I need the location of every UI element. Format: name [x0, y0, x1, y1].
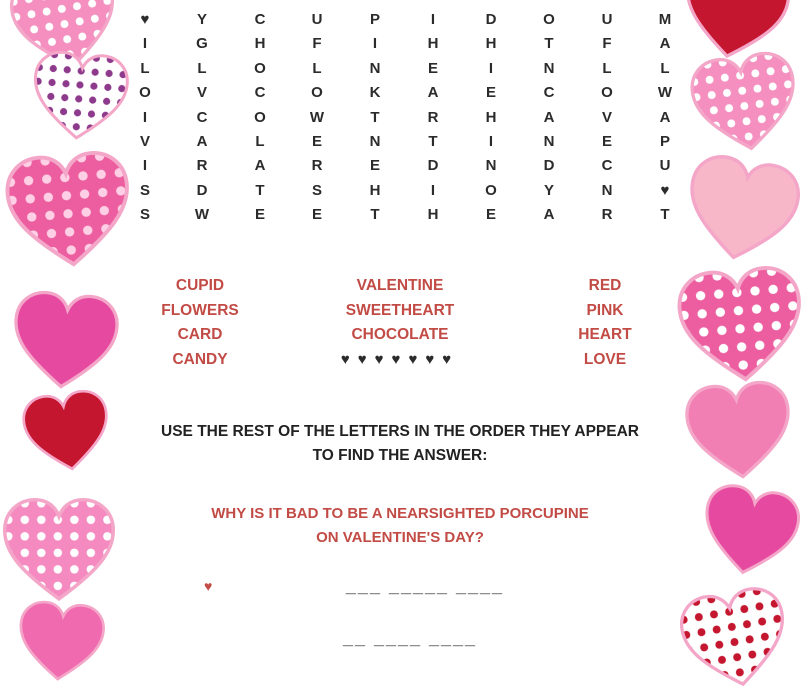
word-candy: CANDY — [172, 350, 228, 368]
grid-letter[interactable]: N — [369, 59, 381, 77]
grid-column — [302, 8, 332, 228]
grid-letter[interactable]: H — [369, 181, 381, 199]
grid-letter[interactable]: R — [427, 108, 439, 126]
grid-letter[interactable]: C — [196, 108, 208, 126]
instructions-line2: TO FIND THE ANSWER: — [312, 447, 488, 464]
grid-letter[interactable]: N — [543, 59, 555, 77]
grid-letter[interactable]: T — [370, 108, 380, 126]
grid-letter[interactable]: P — [369, 11, 380, 28]
word-red: RED — [588, 277, 622, 294]
grid-letter[interactable]: U — [311, 11, 323, 28]
grid-letter[interactable]: R — [311, 157, 323, 175]
grid-letter[interactable]: U — [601, 11, 613, 28]
grid-letter[interactable]: C — [601, 157, 613, 175]
riddle-line2: ON VALENTINE'S DAY? — [316, 529, 484, 546]
grid-letter[interactable]: F — [312, 35, 322, 53]
heart-divider: ♥♥♥♥♥♥♥ — [340, 350, 460, 368]
word-list-col2 — [330, 274, 470, 372]
grid-letter[interactable]: I — [430, 181, 436, 199]
grid-column — [650, 8, 680, 228]
grid-letter[interactable]: K — [369, 84, 381, 102]
grid-column — [130, 8, 160, 228]
light-pink-heart-icon — [676, 147, 809, 272]
grid-column — [418, 8, 448, 228]
grid-column — [245, 8, 275, 228]
grid-letter[interactable]: H — [485, 35, 497, 53]
grid-letter[interactable]: S — [139, 181, 150, 199]
grid-letter[interactable]: L — [660, 59, 670, 77]
grid-letter[interactable]: T — [660, 206, 670, 224]
grid-letter[interactable]: A — [427, 84, 439, 102]
grid-letter[interactable]: E — [427, 59, 438, 77]
instructions — [130, 420, 670, 468]
grid-letter[interactable]: W — [657, 84, 673, 102]
grid-letter[interactable]: I — [142, 157, 148, 175]
grid-letter[interactable]: T — [255, 181, 265, 199]
grid-letter[interactable]: N — [369, 132, 381, 150]
grid-letter[interactable]: H — [427, 206, 439, 224]
red-stitched-heart-icon — [17, 384, 118, 479]
grid-column — [360, 8, 390, 228]
word-search-grid — [112, 8, 692, 228]
grid-letter[interactable]: V — [601, 108, 612, 126]
grid-letter[interactable]: A — [543, 108, 555, 126]
grid-letter[interactable]: T — [428, 132, 438, 150]
grid-letter[interactable]: C — [254, 84, 266, 102]
grid-letter[interactable]: E — [254, 206, 265, 224]
grid-letter[interactable]: L — [197, 59, 207, 77]
grid-letter[interactable]: O — [254, 108, 266, 126]
grid-letter[interactable]: Y — [543, 181, 554, 199]
grid-letter[interactable]: E — [601, 132, 612, 150]
grid-letter[interactable]: O — [139, 84, 151, 102]
grid-letter[interactable]: N — [543, 132, 555, 150]
pink-dotted-heart-icon — [683, 45, 806, 161]
word-valentine: VALENTINE — [356, 277, 444, 294]
grid-letter[interactable]: V — [196, 84, 207, 102]
word-flowers: FLOWERS — [161, 301, 239, 319]
grid-letter[interactable]: L — [602, 59, 612, 77]
grid-letter[interactable]: I — [488, 132, 494, 150]
grid-letter[interactable]: H — [427, 35, 439, 53]
word-chocolate: CHOCOLATE — [351, 326, 449, 343]
grid-letter[interactable]: L — [255, 132, 265, 150]
grid-letter[interactable]: U — [659, 157, 671, 175]
grid-letter[interactable]: O — [311, 84, 323, 102]
grid-letter[interactable]: W — [309, 108, 325, 126]
grid-letter[interactable]: M — [658, 11, 672, 28]
grid-letter[interactable]: W — [194, 206, 210, 224]
grid-letter[interactable]: P — [659, 132, 670, 150]
grid-letter[interactable]: H — [485, 108, 497, 126]
purple-framed-heart-icon — [693, 477, 807, 585]
grid-letter[interactable]: T — [370, 206, 380, 224]
grid-column — [476, 8, 506, 228]
grid-letter[interactable]: L — [312, 59, 322, 77]
grid-column — [187, 8, 217, 228]
grid-letter[interactable]: H — [254, 35, 266, 53]
word-list-col1 — [150, 274, 250, 372]
grid-letter[interactable]: O — [543, 11, 555, 28]
answer-heart-icon: ♥ — [204, 578, 213, 594]
grid-letter[interactable]: O — [601, 84, 613, 102]
grid-letter[interactable]: V — [139, 132, 150, 150]
grid-column — [592, 8, 622, 228]
grid-letter[interactable]: I — [142, 108, 148, 126]
grid-letter[interactable]: I — [488, 59, 494, 77]
word-sweetheart: SWEETHEART — [345, 301, 455, 319]
grid-heart-icon[interactable]: ♥ — [140, 11, 150, 28]
grid-letter[interactable]: I — [142, 35, 148, 53]
grid-letter[interactable]: S — [139, 206, 150, 224]
grid-heart-icon[interactable]: ♥ — [660, 181, 670, 199]
grid-letter[interactable]: D — [543, 157, 555, 175]
grid-letter[interactable]: N — [601, 181, 613, 199]
grid-letter[interactable]: R — [196, 157, 208, 175]
grid-letter[interactable]: E — [485, 84, 496, 102]
riddle-line1: WHY IS IT BAD TO BE A NEARSIGHTED PORCUPINE — [211, 505, 589, 522]
grid-letter[interactable]: A — [543, 206, 555, 224]
grid-letter[interactable]: T — [544, 35, 554, 53]
instructions-line1: USE THE REST OF THE LETTERS IN THE ORDER THEY APPEAR — [161, 423, 639, 440]
grid-letter[interactable]: S — [311, 181, 322, 199]
word-pink: PINK — [586, 301, 624, 319]
grid-letter[interactable]: L — [140, 59, 150, 77]
word-heart: HEART — [578, 326, 632, 343]
grid-letter[interactable]: A — [659, 108, 671, 126]
grid-letter[interactable]: O — [485, 181, 497, 199]
word-love: LOVE — [583, 350, 627, 368]
answer-blanks-row2[interactable]: __ ____ ____ — [342, 628, 478, 648]
grid-letter[interactable]: E — [369, 157, 380, 175]
grid-letter[interactable]: C — [254, 11, 266, 28]
grid-letter[interactable]: I — [372, 35, 378, 53]
grid-letter[interactable]: E — [485, 206, 496, 224]
word-cupid: CUPID — [175, 277, 225, 294]
grid-letter[interactable]: D — [485, 11, 497, 28]
word-list-col3 — [560, 274, 650, 372]
pink-dotted-heart-icon — [671, 260, 810, 390]
word-card: CARD — [177, 326, 223, 343]
riddle-question — [130, 502, 670, 550]
grid-letter[interactable]: E — [311, 132, 322, 150]
answer-blanks-row1[interactable]: ___ _____ ____ — [345, 576, 505, 596]
grid-letter[interactable]: D — [427, 157, 439, 175]
grid-column — [534, 8, 564, 228]
grid-letter[interactable]: G — [196, 35, 208, 53]
grid-letter[interactable]: Y — [196, 11, 207, 28]
pink-heart-icon — [680, 375, 798, 485]
grid-letter[interactable]: I — [430, 11, 436, 28]
grid-letter[interactable]: C — [543, 84, 555, 102]
grid-letter[interactable]: R — [601, 206, 613, 224]
grid-letter[interactable]: F — [602, 35, 612, 53]
grid-letter[interactable]: E — [311, 206, 322, 224]
grid-letter[interactable]: D — [196, 181, 208, 199]
grid-letter[interactable]: A — [196, 132, 208, 150]
grid-letter[interactable]: A — [254, 157, 266, 175]
grid-letter[interactable]: O — [254, 59, 266, 77]
magenta-heart-icon — [6, 285, 124, 395]
grid-letter[interactable]: A — [659, 35, 671, 53]
grid-letter[interactable]: N — [485, 157, 497, 175]
